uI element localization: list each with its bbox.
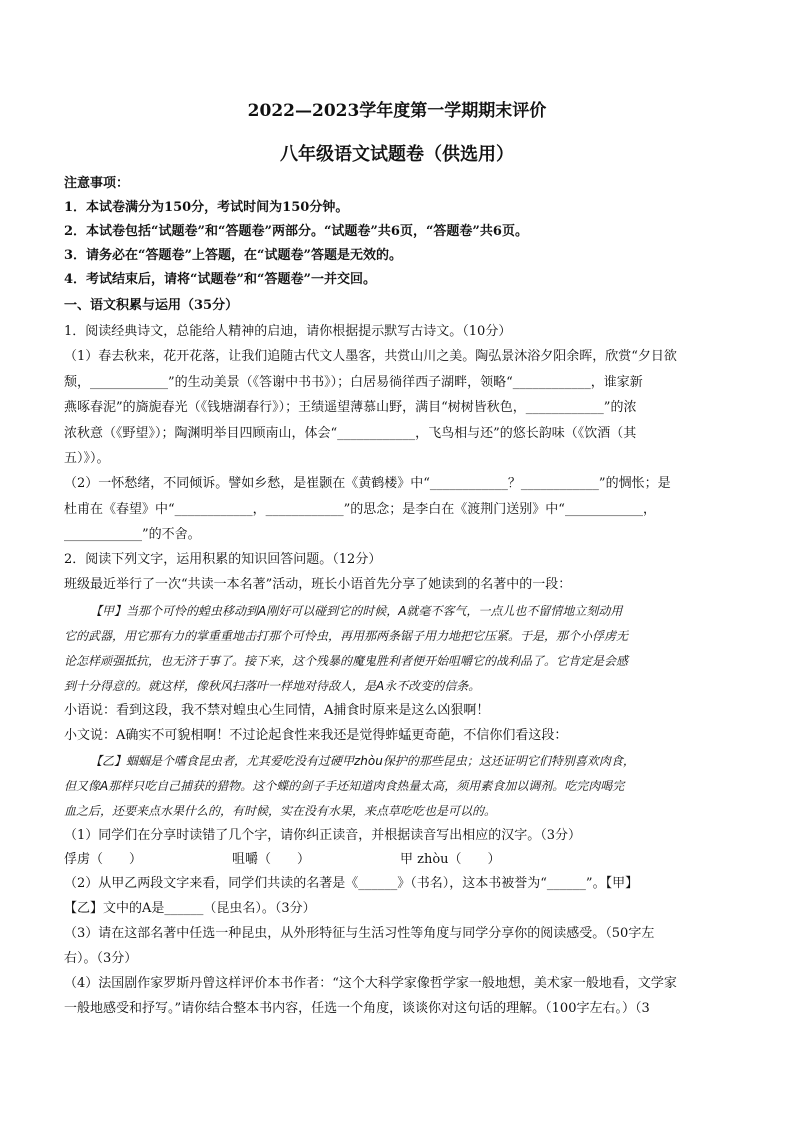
xiaowen-comment: 小文说：A确实不可貌相啊！不过论起食性来我还是觉得蚱蜢更奇葩，不信你们看这段： (64, 728, 568, 743)
exam-subtitle: 八年级语文试题卷（供选用） (280, 144, 514, 165)
notice-item: 1．本试卷满分为150分，考试时间为150分钟。 (64, 200, 349, 215)
q1-p1-line: 五）》）。 (64, 451, 110, 466)
notice-item: 2．本试卷包括“试题卷”和“答题卷”两部分。“试题卷”共6页，“答题卷”共6页。 (64, 224, 528, 239)
q1-p1-line: 颓，____________”的生动美景（《答谢中书书》）；白居易徜徉西子湖畔，领略“____________，谁家新 (64, 375, 643, 390)
passage-jia-line: 【甲】当那个可怜的蝗虫移动到A刚好可以碰到它的时候，A就毫不客气，一点儿也不留情地立刻动用 (90, 604, 623, 618)
passage-yi-line: 但又像A那样只吃自己捕获的猎物。这个蝶的剑子手还知道肉食热量太高，须用素食加以调剂。吃完肉喝完 (64, 779, 625, 793)
pinyin-word-2: 咀嚼（ ） (232, 852, 311, 867)
exam-title: 2022—2023学年度第一学期期末评价 (247, 101, 547, 121)
passage-jia-line: 论怎样顽强抵抗，也无济于事了。接下来，这个残暴的魔鬼胜利者便开始咀嚼它的战利品了。它肯定是会感 (64, 654, 629, 668)
q2-sub3: （3）请在这部名著中任选一种昆虫，从外形特征与生活习性等角度与同学分享你的阅读感受。（50字左 (64, 926, 655, 941)
pinyin-word-3: 甲 zhòu（ ） (400, 852, 501, 867)
notice-item: 3．请务必在“答题卷”上答题，在“试题卷”答题是无效的。 (64, 248, 402, 263)
section-heading: 一、语文积累与运用（35分） (64, 298, 239, 313)
q1-p2-line: ____________”的不舍。 (64, 527, 201, 542)
q1-p1-line: 浓秋意（《野望》）；陶渊明举目四顾南山，体会“____________，飞鸟相与还”的悠长韵味（《饮酒（其 (64, 426, 637, 441)
notice-heading: 注意事项： (64, 176, 130, 191)
passage-jia-line: 到十分得意的。就这样，像秋风扫落叶一样地对待敌人，是A永不改变的信条。 (64, 679, 481, 693)
passage-yi-line: 【乙】蝈蝈是个嗜食昆虫者，尤其爱吃没有过硬甲zhòu保护的那些昆虫；这还证明它们特别喜欢肉食， (90, 754, 635, 768)
q2-stem: 2．阅读下列文字，运用积累的知识回答问题。（12分） (64, 552, 382, 567)
passage-jia-line: 它的武器，用它那有力的掌重重地击打那个可怜虫，再用那两条锯子用力地把它压紧。于是，那个小俘虏无 (64, 629, 629, 643)
pinyin-word-1: 俘虏（ ） (64, 852, 143, 867)
q2-sub2: （2）从甲乙两段文字来看，同学们共读的名著是《______》（书名），这本书被誉为“______”。【甲】 (64, 876, 639, 891)
passage-yi-line: 血之后，还要来点水果什么的，有时候，实在没有水果，来点草吃吃也是可以的。 (64, 804, 497, 818)
q2-sub3-cont: 右）。（3分） (64, 951, 138, 966)
q2-sub2-cont: 【乙】文中的A是______（昆虫名）。（3分） (64, 901, 316, 916)
q2-sub4: （4）法国剧作家罗斯丹曾这样评价本书作者：“这个大科学家像哲学家一般地想，美术家一般地看，文学家 (64, 976, 677, 991)
q1-p1-line: （1）春去秋来，花开花落，让我们追随古代文人墨客，共赏山川之美。陶弘景沐浴夕阳余晖，欣赏“夕日欲 (64, 349, 677, 364)
q1-p1-line: 燕啄春泥”的旖旎春光（《钱塘湖春行》）；王绩遥望薄慕山野，满目“树树皆秋色，____________”的浓 (64, 400, 637, 415)
q1-stem: 1．阅读经典诗文，总能给人精神的启迪，请你根据提示默写古诗文。（10分） (64, 324, 512, 339)
notice-item: 4．考试结束后，请将“试题卷”和“答题卷”一并交回。 (64, 272, 376, 287)
q2-sub4-cont: 一般地感受和抒写。”请你结合整本书内容，任选一个角度，谈谈你对这句话的理解。（100字左右。）（3 (64, 1001, 650, 1016)
xiaoyu-comment: 小语说：看到这段，我不禁对蝗虫心生同情，A捕食时原来是这么凶狠啊！ (64, 703, 490, 718)
q1-p2-line: 杜甫在《春望》中“____________，____________”的思念；是李白在《渡荆门送别》中“____________， (64, 502, 656, 517)
q2-intro: 班级最近举行了一次“共读一本名著”活动，班长小语首先分享了她读到的名著中的一段： (64, 577, 572, 592)
q1-p2-line: （2）一怀愁绪，不同倾诉。譬如乡愁，是崔颢在《黄鹤楼》中“____________？____________”的惆怅；是 (64, 476, 671, 491)
q2-sub1: （1）同学们在分享时读错了几个字，请你纠正读音，并根据读音写出相应的汉字。（3分） (64, 828, 582, 843)
